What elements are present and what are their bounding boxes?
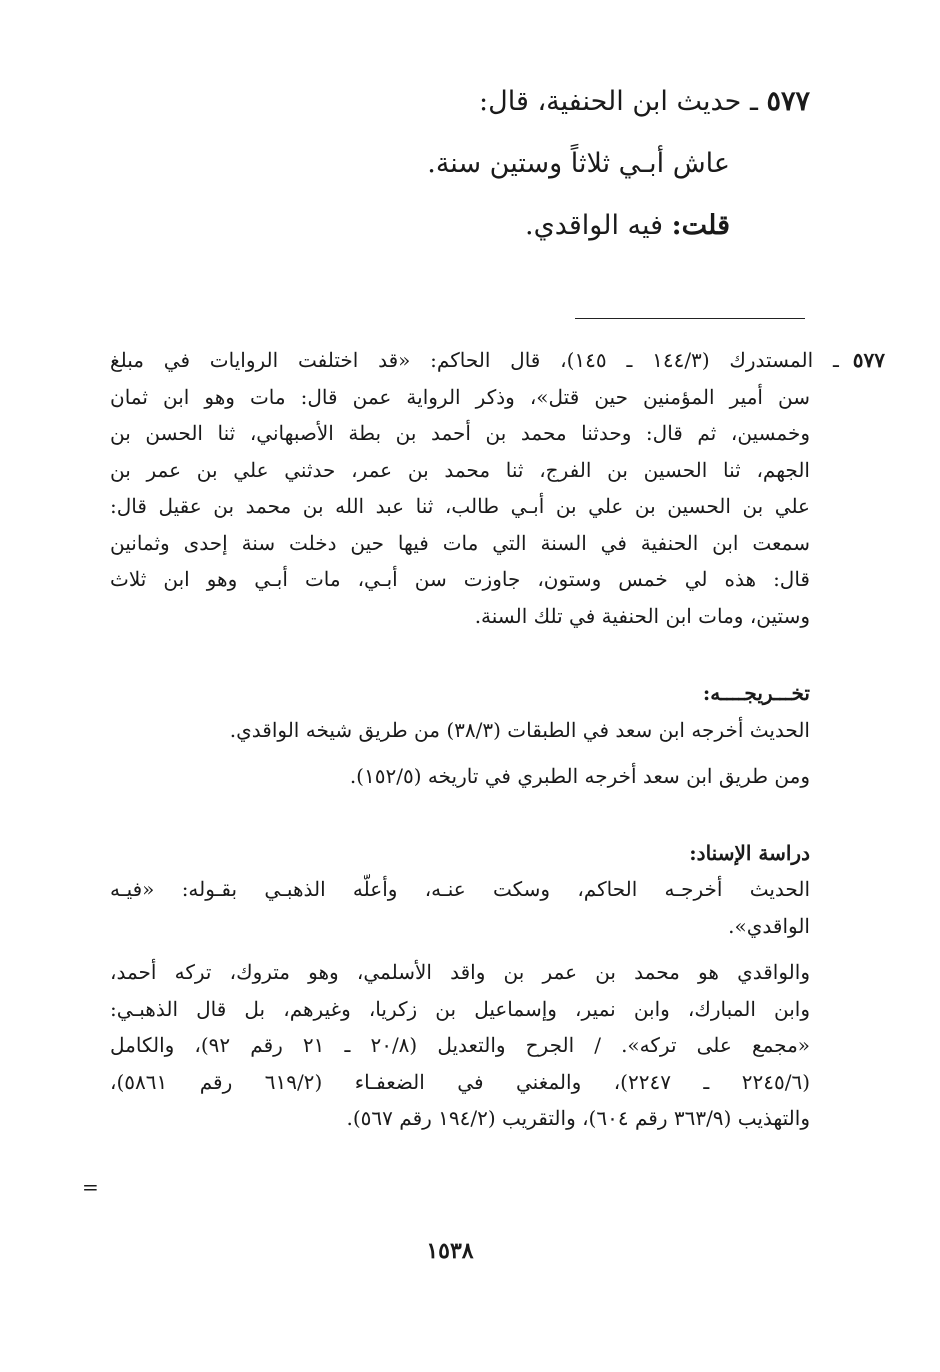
dirasa-line: والواقدي هو محمد بن عمر بن واقد الأسلمي، وهو متروك، تركه أحمد، bbox=[110, 960, 810, 984]
dirasa-line: والتهذيب (٣٦٣/٩ رقم ٦٠٤)، والتقريب (١٩٤/٢ رقم ٥٦٧). bbox=[346, 1106, 810, 1130]
qult-text: فيه الواقدي. bbox=[524, 210, 664, 241]
dirasa-line: وابن المبارك، وابن نمير، وإسماعيل بن زكريا، وغيرهم، بل قال الذهبـي: bbox=[110, 996, 810, 1021]
dirasa-line: «مجمع على تركه». / الجرح والتعديل (٢٠/٨ ـ ٢١ رقم ٩٢)، والكامل bbox=[110, 1033, 811, 1057]
footnote-line bbox=[110, 342, 885, 379]
takhrij-line: ومن طريق ابن سعد أخرجه الطبري في تاريخه (١٥٢/٥). bbox=[349, 764, 810, 788]
hadith-number: ٥٧٧ bbox=[766, 86, 810, 117]
takhrij-heading: تخـــريجــــه: bbox=[702, 681, 810, 705]
footnote-separator bbox=[575, 318, 805, 319]
footnote-577 bbox=[110, 342, 886, 634]
dirasa-heading: دراسة الإسناد: bbox=[689, 840, 810, 865]
hadith-dash: ـ bbox=[749, 86, 758, 117]
hadith-text: عاش أبـي ثلاثاً وستين سنة. bbox=[427, 148, 730, 179]
dirasa-line: الحديث أخرجـه الحاكم، وسكت عنـه، وأعلّه الذهبـي بقـوله: «فيـه bbox=[110, 877, 810, 901]
footnote-number: ٥٧٧ bbox=[852, 348, 886, 372]
hadith-heading bbox=[90, 82, 810, 122]
takhrij-line: الحديث أخرجه ابن سعد في الطبقات (٣٨/٣) من طريق شيخه الواقدي. bbox=[229, 717, 810, 742]
footnote-line-text: المستدرك (١٤٤/٣ ـ ١٤٥)، قال الحاكم: «قد اختلفت الروايات في مبلغ bbox=[110, 348, 814, 372]
footnote-dash: ـ bbox=[832, 348, 839, 372]
footnote-line: وخمسين، ثم قال: وحدثنا محمد بن أحمد بن بطة الأصبهاني، ثنا الحسن بن bbox=[110, 421, 810, 445]
footnote-line: وستين، ومات ابن الحنفية في تلك السنة. bbox=[474, 603, 810, 628]
hadith-block bbox=[90, 82, 810, 268]
footnote-line: الجهم، ثنا الحسين بن الفرج، ثنا محمد بن عمر، حدثني علي بن عمر بن bbox=[110, 457, 810, 482]
footnote-line: سمعت ابن الحنفية في السنة التي مات فيها حين دخلت سنة إحدى وثمانين bbox=[110, 530, 810, 555]
hadith-title: حديث ابن الحنفية، قال: bbox=[479, 86, 742, 117]
footnote-line: سن أمير المؤمنين حين قتل»، وذكر الرواية عمن قال: مات وهو ابن ثمان bbox=[110, 384, 810, 409]
footnote-line: علي بن الحسين بن علي بن أبـي طالب، ثنا عبد الله بن محمد بن عقيل قال: bbox=[110, 494, 810, 518]
dirasa-line: الواقدي». bbox=[728, 913, 810, 938]
page-number: ١٥٣٨ bbox=[426, 1238, 474, 1264]
footnote-line: قال: هذه لي خمس وستون، جاوزت سن أبـي، مات أبـي وهو ابن ثلاث bbox=[110, 567, 810, 591]
hadith-comment bbox=[90, 206, 810, 246]
qult-label: قلت: bbox=[671, 210, 730, 241]
continuation-mark: = bbox=[82, 1175, 99, 1199]
dirasa-line: (٢٢٤٥/٦ ـ ٢٢٤٧)، والمغني في الضعفـاء (٦١٩/٢ رقم ٥٨٦١)، bbox=[110, 1069, 811, 1094]
footnotes bbox=[110, 342, 886, 1137]
